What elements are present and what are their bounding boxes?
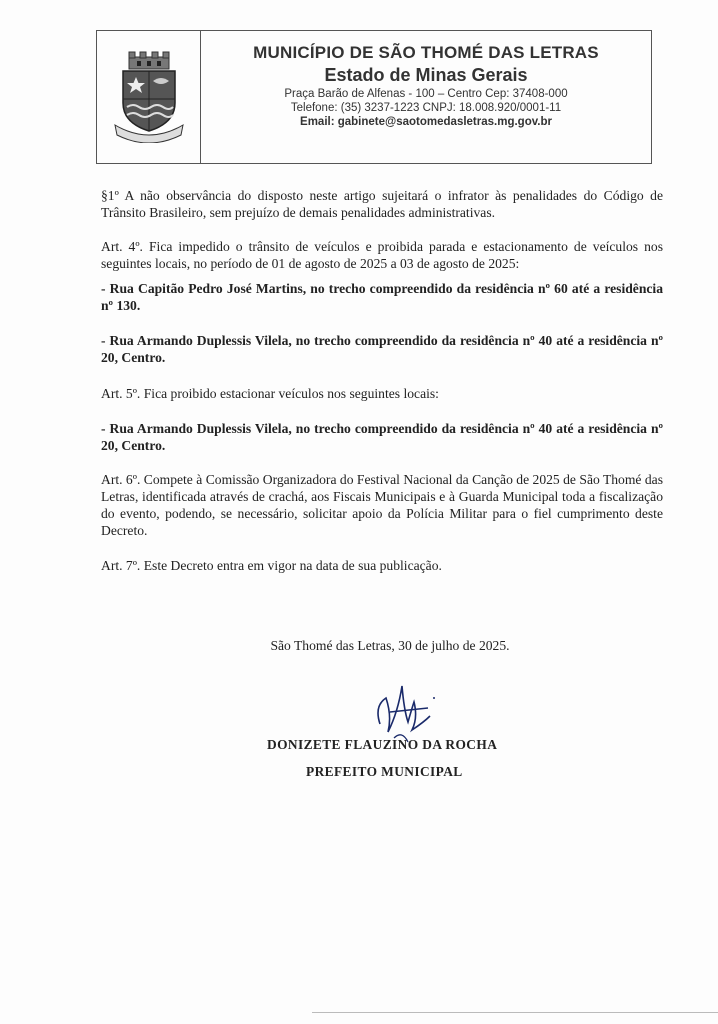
street-item-1: - Rua Capitão Pedro José Martins, no trecho compreendido da residência nº 60 até a residência nº 130. [101,281,663,313]
article-4: Art. 4º. Fica impedido o trânsito de veículos e proibida parada e estacionamento de veículos nos seguintes locais, no período de 01 de agosto de 2025 a 03 de agosto de 2025: [101,239,663,271]
crest-cell [97,31,201,163]
street-item-3: - Rua Armando Duplessis Vilela, no trecho compreendido da residência nº 40 até a residência nº 20, Centro. [101,421,663,453]
municipality-title: MUNICÍPIO DE SÃO THOMÉ DAS LETRAS [253,43,599,62]
place-and-date: São Thomé das Letras, 30 de julho de 2025. [270,638,510,653]
address-line: Praça Barão de Alfenas - 100 – Centro Cep: 37408-000 [284,88,568,100]
article-7: Art. 7º. Este Decreto entra em vigor na data de sua publicação. [101,558,442,573]
signer-role: PREFEITO MUNICIPAL [306,764,463,779]
page-bottom-rule [312,1012,718,1013]
article-6: Art. 6º. Compete à Comissão Organizadora do Festival Nacional da Canção de 2025 de São Thomé das Letras, identificada através de crachá, aos Fiscais Municipais e à Guarda Municipal toda a fiscalização do evento, podendo, se necessário, solicitar apoio da Polícia Militar para o fiel cumprimento deste Decreto. [101,472,663,538]
phone-line: Telefone: (35) 3237-1223 CNPJ: 18.008.920/0001-11 [290,102,562,114]
email-line: Email: gabinete@saotomedasletras.mg.gov.br [300,116,552,128]
letterhead-text [201,31,651,163]
letterhead [96,30,652,164]
municipal-crest-icon [113,51,185,143]
street-item-2: - Rua Armando Duplessis Vilela, no trecho compreendido da residência nº 40 até a residência nº 20, Centro. [101,333,663,365]
article-5: Art. 5º. Fica proibido estacionar veículos nos seguintes locais: [101,386,439,401]
paragraph-1: §1º A não observância do disposto neste artigo sujeitará o infrator às penalidades do Código de Trânsito Brasileiro, sem prejuízo de demais penalidades administrativas. [101,188,663,220]
state-subtitle: Estado de Minas Gerais [324,65,528,85]
signer-name: DONIZETE FLAUZINO DA ROCHA [267,737,498,752]
